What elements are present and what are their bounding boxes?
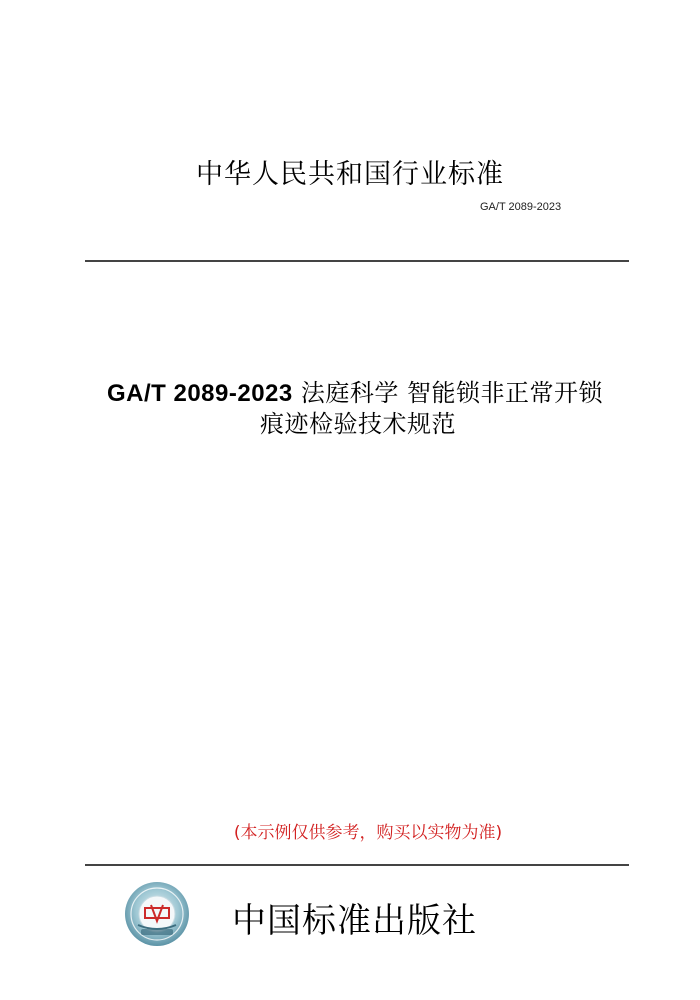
- publisher-name: 中国标准出版社: [232, 901, 477, 941]
- document-title: [0, 378, 700, 440]
- document-code: GA/T 2089-2023: [106, 380, 293, 407]
- sample-notice: (本示例仅供参考，购买以实物为准): [233, 823, 503, 843]
- document-title-line2: 痕迹检验技术规范: [260, 410, 456, 438]
- anti-counterfeit-seal-icon: [124, 881, 190, 947]
- document-title-line1: [0, 378, 700, 409]
- header-title: 中华人民共和国行业标准: [196, 159, 504, 190]
- bottom-divider: [85, 864, 629, 866]
- document-title-text1: 法庭科学 智能锁非正常开锁: [300, 379, 604, 407]
- standard-code: GA/T 2089-2023: [480, 201, 562, 213]
- top-divider: [85, 260, 629, 262]
